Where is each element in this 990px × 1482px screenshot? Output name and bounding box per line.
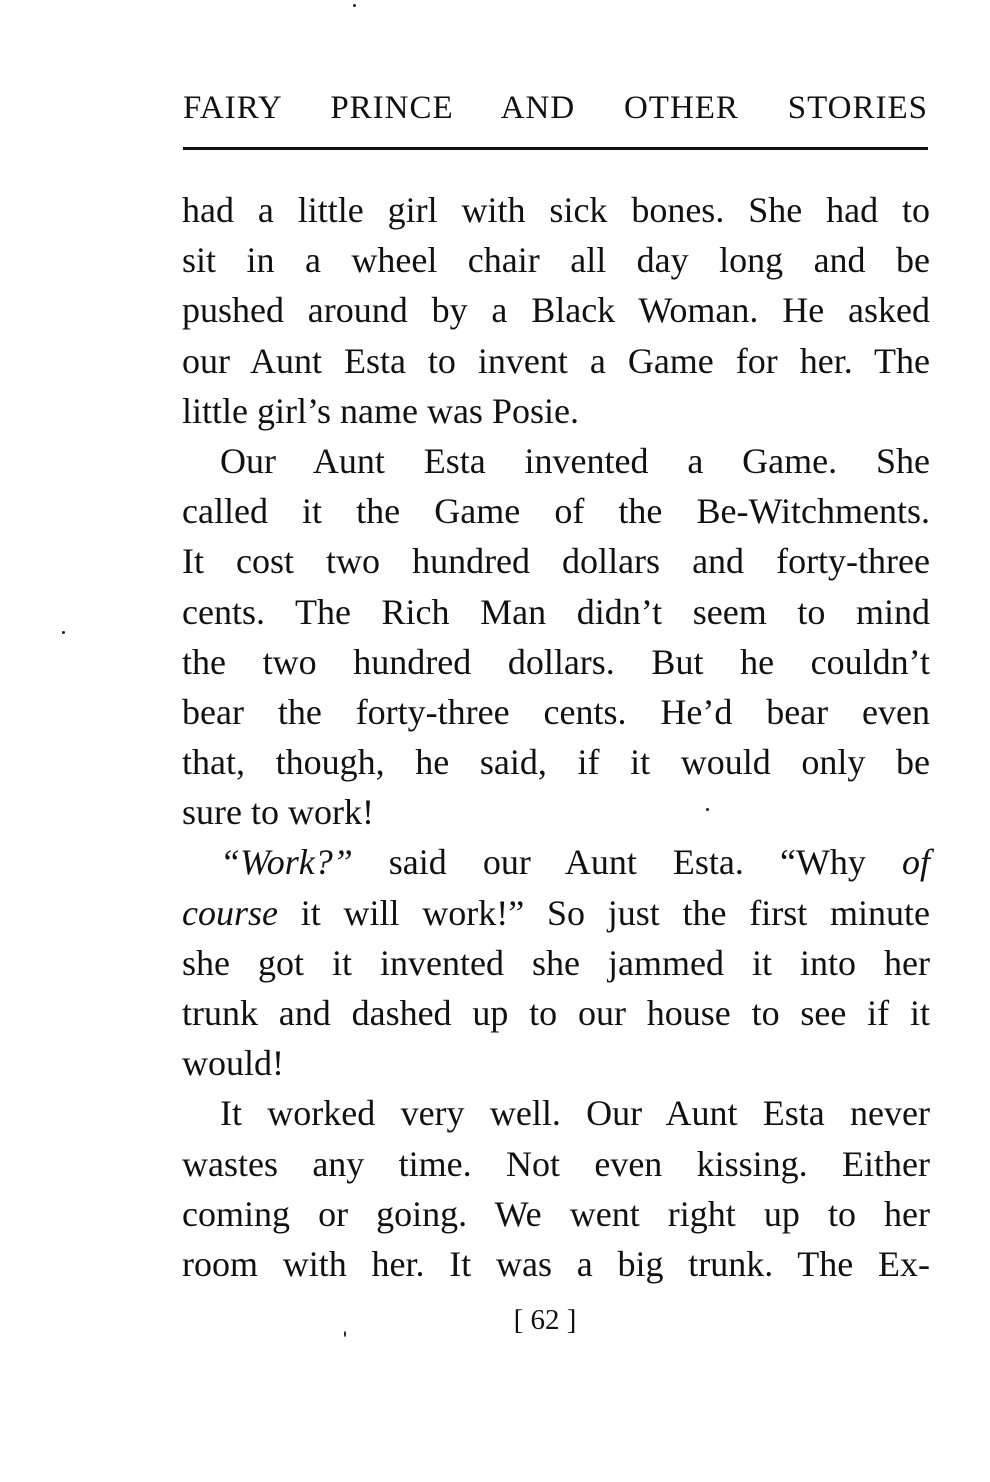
text-line [182,1038,930,1088]
text-line [182,235,930,285]
body-text [182,185,930,1289]
running-head: FAIRY PRINCE AND OTHER STORIES [183,90,928,126]
text-line [182,336,930,386]
italic-text: “Work?” [220,842,353,883]
text-segment: room with her. It was a big trunk. The Ex- [182,1243,930,1284]
text-line [182,1189,930,1239]
text-line [182,436,930,486]
print-speck [706,808,709,811]
text-line [182,185,930,235]
text-segment: our Aunt Esta to invent a Game for her. The [182,340,930,381]
text-line [182,787,930,837]
text-segment: it will work!” So just the first minute [277,892,930,933]
text-line [182,285,930,335]
text-segment: the two hundred dollars. But he couldn’t [182,641,930,682]
text-segment: wastes any time. Not even kissing. Either [182,1143,930,1184]
text-segment: It cost two hundred dollars and forty-three [182,541,930,582]
text-line [182,837,930,887]
text-line [182,587,930,637]
text-segment: said our Aunt Esta. “Why [352,842,902,883]
print-speck [344,1331,346,1337]
text-segment: sure to work! [182,792,374,833]
text-segment: called it the Game of the Be-Witchments. [182,491,930,532]
text-segment: Our Aunt Esta invented a Game. She [220,440,930,481]
text-segment: sit in a wheel chair all day long and be [182,240,930,281]
text-segment: would! [182,1043,284,1084]
print-speck [62,631,65,634]
italic-text: of [901,842,930,883]
text-line [182,536,930,586]
text-segment: had a little girl with sick bones. She had to [182,190,930,230]
text-line [182,486,930,536]
text-line [182,988,930,1038]
text-segment: that, though, he said, if it would only be [182,742,930,783]
text-segment: she got it invented she jammed it into her [182,942,930,983]
text-segment: pushed around by a Black Woman. He asked [182,290,930,331]
print-speck [353,4,356,7]
text-line [182,687,930,737]
header-rule [183,147,928,150]
text-segment: It worked very well. Our Aunt Esta never [220,1093,930,1134]
text-segment: little girl’s name was Posie. [182,390,579,431]
italic-text: course [182,892,278,933]
text-segment: coming or going. We went right up to her [182,1193,930,1234]
text-line [182,888,930,938]
text-segment: cents. The Rich Man didn’t seem to mind [182,591,930,632]
text-line [182,1239,930,1289]
text-line [182,1088,930,1138]
text-line [182,938,930,988]
text-segment: trunk and dashed up to our house to see if it [182,993,930,1033]
text-line [182,637,930,687]
text-segment: bear the forty-three cents. He’d bear even [182,691,930,732]
page-number: [ 62 ] [513,1304,577,1336]
text-line [182,386,930,436]
text-line [182,1139,930,1189]
text-line [182,737,930,787]
